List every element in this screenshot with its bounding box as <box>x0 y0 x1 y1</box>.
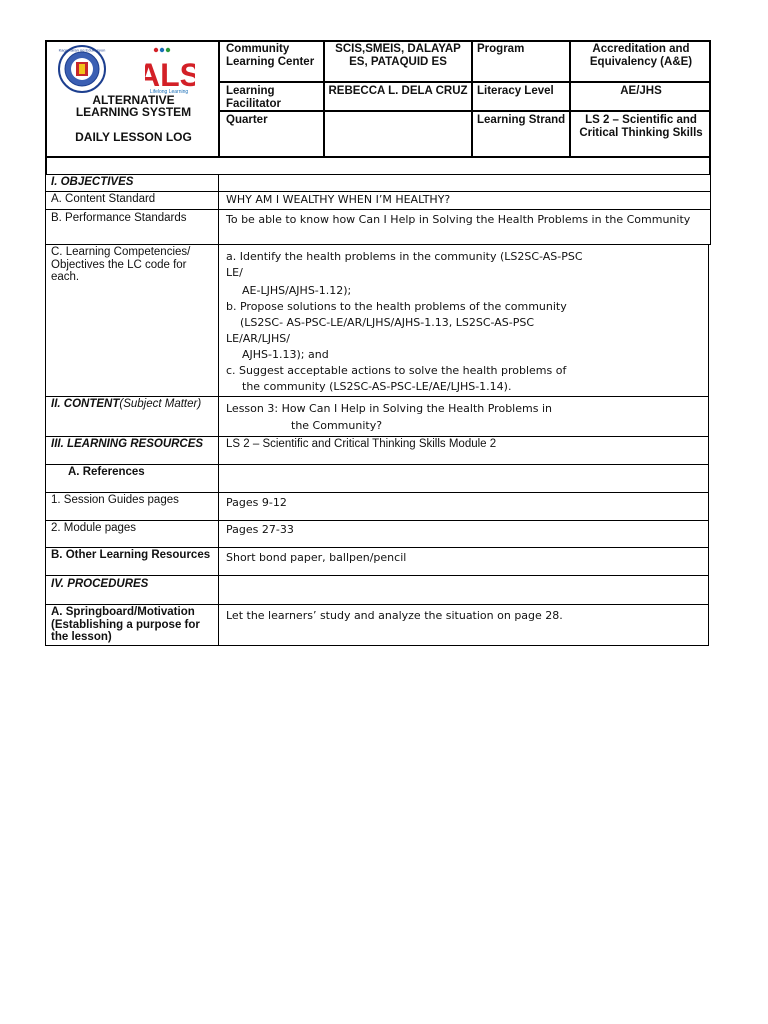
content-standard-value: WHY AM I WEALTHY WHEN I’M HEALTHY? <box>226 193 451 206</box>
program-label: Program <box>477 43 525 55</box>
objectives-row <box>45 174 711 192</box>
performance-value: To be able to know how Can I Help in Solving the Health Problems in the Community <box>226 213 691 226</box>
competency-line: AE-LJHS/AJHS-1.12); <box>242 284 352 297</box>
content-label-italic: (Subject Matter) <box>119 398 202 410</box>
facilitator-label: Learning Facilitator <box>226 85 281 110</box>
other-resources-label: B. Other Learning Resources <box>51 549 211 561</box>
als-logo <box>145 46 195 96</box>
system-name-line2: LEARNING SYSTEM <box>75 105 192 119</box>
references-label: A. References <box>68 466 145 478</box>
competency-line: c. Suggest acceptable actions to solve the health problems of <box>226 364 567 377</box>
content-label <box>51 398 211 411</box>
als-logo-text: ALS <box>145 57 195 93</box>
springboard-value: Let the learners’ study and analyze the situation on page 28. <box>226 609 563 622</box>
session-guides-value: Pages 9-12 <box>226 496 287 509</box>
competency-line: LE/AR/LJHS/ <box>226 332 290 345</box>
content-value-line1: Lesson 3: How Can I Help in Solving the Health Problems in <box>226 402 552 415</box>
competency-line: (LS2SC- AS-PSC-LE/AR/LJHS/AJHS-1.13, LS2SC-AS-PSC <box>240 316 535 329</box>
seal-ring-text: Kagawaran ng Edukasyon <box>58 47 106 53</box>
competency-line: LE/ <box>226 266 243 279</box>
literacy-label: Literacy Level <box>477 85 554 97</box>
resources-heading-value: LS 2 – Scientific and Critical Thinking Skills Module 2 <box>226 438 497 450</box>
springboard-label: A. Springboard/Motivation (Establishing a purpose for the lesson) <box>51 606 200 643</box>
resources-heading: III. LEARNING RESOURCES <box>51 438 204 450</box>
module-pages-row <box>45 520 709 548</box>
content-standard-label: A. Content Standard <box>51 193 156 205</box>
clc-value: SCIS,SMEIS, DALAYAP ES, PATAQUID ES <box>335 43 461 68</box>
clc-label: Community Learning Center <box>226 43 315 68</box>
program-value: Accreditation and Equivalency (A&E) <box>589 43 693 68</box>
als-logo-tagline: Lifelong Learning <box>149 89 189 95</box>
objectives-heading: I. OBJECTIVES <box>51 176 134 188</box>
competency-line: AJHS-1.13); and <box>242 348 329 361</box>
competencies-label: C. Learning Competencies/ Objectives the LC code for each. <box>51 246 191 283</box>
literacy-value: AE/JHS <box>620 85 662 97</box>
header-table <box>45 40 711 158</box>
strand-value: LS 2 – Scientific and Critical Thinking Skills <box>579 114 703 139</box>
strand-label: Learning Strand <box>477 114 566 126</box>
log-title: DAILY LESSON LOG <box>75 130 192 144</box>
session-guides-label: 1. Session Guides pages <box>51 494 179 506</box>
competency-line: the community (LS2SC-AS-PSC-LE/AE/LJHS-1.14). <box>242 380 512 393</box>
module-pages-label: 2. Module pages <box>51 522 137 534</box>
procedures-heading: IV. PROCEDURES <box>51 578 149 590</box>
spacer-row <box>45 156 711 175</box>
quarter-label: Quarter <box>226 114 268 126</box>
performance-label: B. Performance Standards <box>51 212 187 224</box>
module-pages-value: Pages 27-33 <box>226 523 294 536</box>
competency-line: a. Identify the health problems in the community (LS2SC-AS-PSC <box>226 250 583 263</box>
system-name-line1: ALTERNATIVE <box>92 93 175 107</box>
content-label-bold: II. CONTENT <box>51 398 120 410</box>
competency-line: b. Propose solutions to the health problems of the community <box>226 300 567 313</box>
als-logo-icon <box>145 46 195 96</box>
other-resources-value: Short bond paper, ballpen/pencil <box>226 551 407 564</box>
content-value-line2: the Community? <box>291 419 383 432</box>
facilitator-value: REBECCA L. DELA CRUZ <box>328 85 468 97</box>
